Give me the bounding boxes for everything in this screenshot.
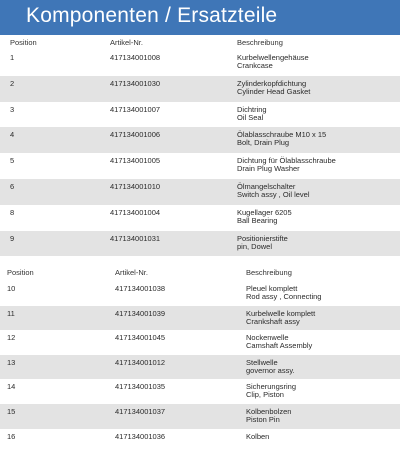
table1-header-position: Position: [10, 38, 37, 47]
row-description-de: Kolben: [246, 431, 270, 441]
row-position: 1: [10, 53, 15, 62]
table-row: [0, 179, 400, 205]
table-row: [0, 153, 400, 179]
row-position: 9: [10, 233, 15, 243]
row-position: 16: [7, 431, 16, 441]
row-artikel-nr: 417134001030: [110, 78, 161, 88]
row-description-en: governor assy.: [246, 365, 295, 375]
table-row: [0, 379, 400, 404]
row-description-de: Kurbelwellengehäuse: [237, 53, 309, 62]
row-artikel-nr: 417134001012: [115, 357, 166, 367]
row-description-de: Sicherungsring: [246, 382, 297, 392]
table-row: [0, 306, 400, 331]
row-description-en: Camshaft Assembly: [246, 341, 313, 351]
row-description-de: Nockenwelle: [246, 333, 289, 343]
table-row: [0, 76, 400, 102]
row-position: 2: [10, 78, 15, 88]
row-artikel-nr: 417134001006: [110, 130, 161, 140]
row-artikel-nr: 417134001031: [110, 233, 161, 243]
row-description-de: Dichtring: [237, 104, 267, 114]
page-header: [0, 0, 400, 35]
row-description-en: pin, Dowel: [237, 241, 273, 251]
row-description-en: Cylinder Head Gasket: [237, 86, 311, 96]
row-position: 6: [10, 182, 15, 191]
row-artikel-nr: 417134001008: [110, 53, 161, 62]
table2-header-position: Position: [7, 268, 34, 277]
page-title: Komponenten / Ersatzteile: [26, 4, 278, 27]
row-artikel-nr: 417134001039: [115, 308, 166, 318]
table-row: [0, 429, 400, 453]
table2-header-beschreibung: Beschreibung: [246, 268, 292, 277]
table-row: [0, 205, 400, 231]
row-description-en: Ball Bearing: [237, 215, 278, 225]
table-row: [0, 355, 400, 380]
table2-header-artikel: Artikel-Nr.: [115, 268, 148, 277]
row-artikel-nr: 417134001005: [110, 156, 161, 166]
row-description-en: Oil Seal: [237, 112, 264, 122]
row-position: 12: [7, 333, 16, 343]
row-artikel-nr: 417134001010: [110, 182, 161, 191]
row-description-en: Bolt, Drain Plug: [237, 138, 290, 148]
row-position: 10: [7, 284, 16, 293]
row-position: 15: [7, 407, 16, 416]
row-position: 3: [10, 104, 15, 114]
row-description-de: Zylinderkopfdichtung: [237, 78, 307, 88]
row-description-en: Clip, Piston: [246, 390, 284, 400]
row-artikel-nr: 417134001004: [110, 207, 161, 217]
row-description-en: Crankshaft assy: [246, 316, 300, 326]
row-artikel-nr: 417134001038: [115, 284, 166, 293]
row-artikel-nr: 417134001037: [115, 407, 166, 416]
row-description-en: Drain Plug Washer: [237, 164, 300, 174]
table-row: [0, 281, 400, 306]
table1-header-beschreibung: Beschreibung: [237, 38, 283, 47]
row-artikel-nr: 417134001036: [115, 431, 166, 441]
row-artikel-nr: 417134001007: [110, 104, 161, 114]
row-artikel-nr: 417134001035: [115, 382, 166, 392]
table-row: [0, 50, 400, 76]
row-position: 14: [7, 382, 16, 392]
table-row: [0, 231, 400, 257]
table1-header-artikel: Artikel-Nr.: [110, 38, 143, 47]
row-description-de: Positionierstifte: [237, 233, 288, 243]
row-position: 5: [10, 156, 15, 166]
row-description-de: Dichtung für Ölablasschraube: [237, 156, 336, 166]
row-description-de: Ölablasschraube M10 x 15: [237, 130, 327, 140]
table-row: [0, 330, 400, 355]
row-description-en: Crankcase: [237, 61, 273, 70]
row-artikel-nr: 417134001045: [115, 333, 166, 343]
row-description-en: Switch assy , Oil level: [237, 190, 310, 199]
row-description-en: Rod assy , Connecting: [246, 292, 322, 301]
row-position: 13: [7, 357, 16, 367]
row-position: 8: [10, 207, 15, 217]
table-row: [0, 404, 400, 429]
row-position: 11: [7, 308, 15, 318]
row-position: 4: [10, 130, 15, 140]
table-row: [0, 102, 400, 128]
row-description-de: Pleuel komplett: [246, 284, 298, 293]
row-description-de: Kolbenbolzen: [246, 407, 292, 416]
row-description-en: Piston Pin: [246, 415, 280, 424]
row-description-de: Ölmangelschalter: [237, 182, 296, 191]
table-row: [0, 127, 400, 153]
row-description-de: Kurbelwelle komplett: [246, 308, 316, 318]
row-description-de: Stellwelle: [246, 357, 278, 367]
row-description-de: Kugellager 6205: [237, 207, 292, 217]
